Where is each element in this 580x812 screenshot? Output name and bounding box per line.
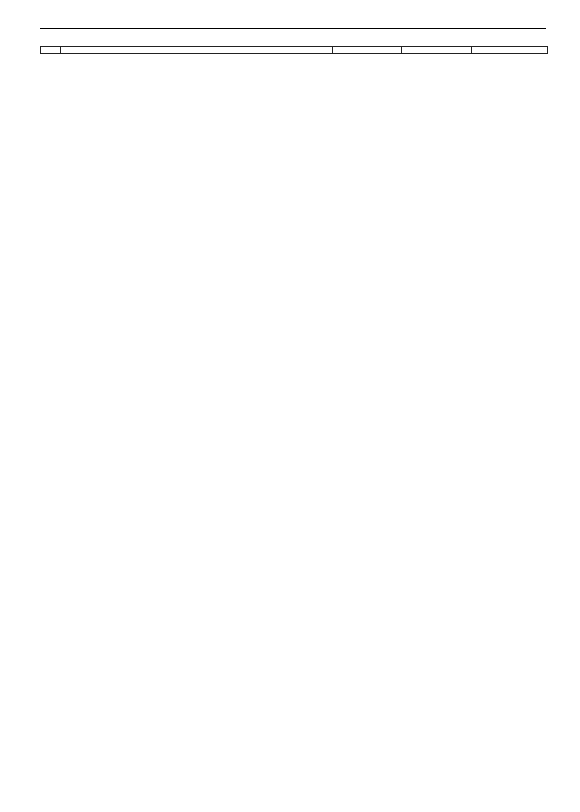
table-header-row — [41, 47, 548, 54]
column-header-activity — [61, 47, 333, 54]
section-tabs — [555, 0, 580, 812]
activity-table — [40, 46, 548, 54]
column-header-rinnovo — [472, 47, 548, 54]
column-header-number — [41, 47, 61, 54]
column-header-parere — [333, 47, 402, 54]
column-header-sopralluogo — [402, 47, 472, 54]
footnote — [40, 363, 440, 372]
page-header — [40, 12, 546, 29]
